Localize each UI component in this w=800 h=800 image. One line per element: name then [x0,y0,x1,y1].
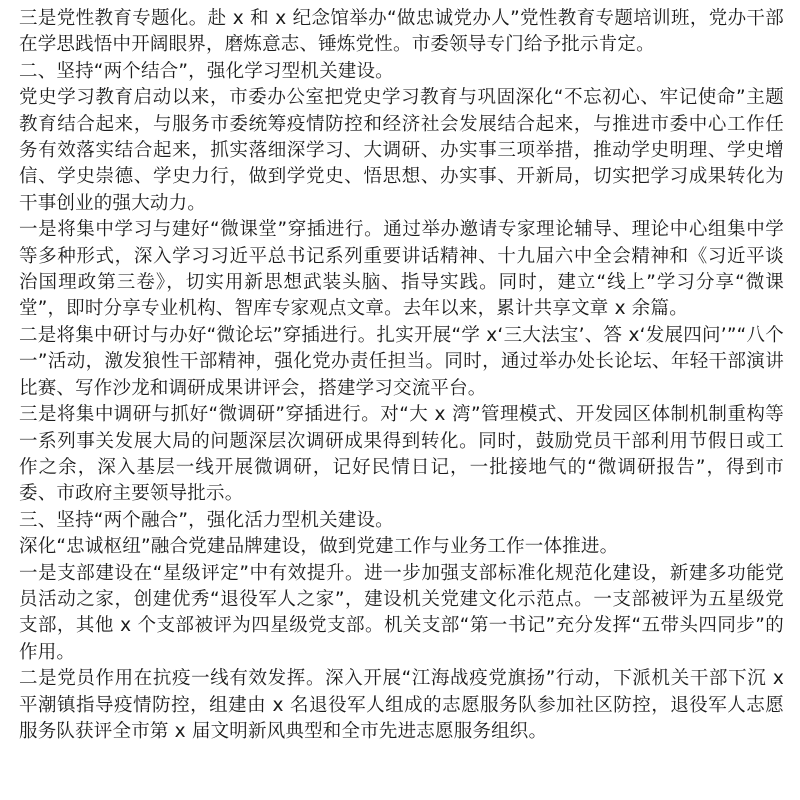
paragraph-star-rating: 一是支部建设在“星级评定”中有效提升。进一步加强支部标准化规范化建设，新建多功能党员活动之家，创建优秀“退役军人之家”，建设机关党建文化示范点。一支部被评为五星级党支部，其他 x 个支部被评为四星级党支部。机关支部“第一书记”充分发挥“五带头四同步”的作用。 [19,562,784,663]
paragraph-epidemic-frontline: 二是党员作用在抗疫一线有效发挥。深入开展“江海战疫党旗扬”行动，下派机关干部下沉 x 平潮镇指导疫情防控，组建由 x 名退役军人组成的志愿服务队参加社区防控，退役军人志愿服务队获评全市第 x 届文明新风典型和全市先进志愿服务组织。 [19,668,784,742]
section-heading-two: 二、坚持“两个结合”，强化学习型机关建设。 [19,60,394,82]
paragraph-micro-classroom: 一是将集中学习与建好“微课堂”穿插进行。通过举办邀请专家理论辅导、理论中心组集中学等多种形式，深入学习习近平总书记系列重要讲话精神、十九届六中全会精神和《习近平谈治国理政第三卷》，切实用新思想武装头脑、指导实践。同时，建立“线上”学习分享“微课堂”，即时分享专业机构、智库专家观点文章。去年以来，累计共享文章 x 余篇。 [19,219,784,320]
section-heading-three: 三、坚持“两个融合”，强化活力型机关建设。 [19,509,394,531]
paragraph-micro-research: 三是将集中调研与抓好“微调研”穿插进行。对“大 x 湾”管理模式、开发园区体制机制重构等一系列事关发展大局的问题深层次调研成果得到转化。同时，鼓励党员干部利用节假日或工作之余，深入基层一线开展微调研，记好民情日记，一批接地气的“微调研报告”，得到市委、市政府主要领导批示。 [19,404,784,505]
paragraph-party-history-study: 党史学习教育启动以来，市委办公室把党史学习教育与巩固深化“不忘初心、牢记使命”主题教育结合起来，与服务市委统筹疫情防控和经济社会发展结合起来，与推进市委中心工作任务有效落实结合起来，抓实落细深学习、大调研、办实事三项举措，推动学史明理、学史增信、学史崇德、学史力行，做到学党史、悟思想、办实事、开新局，切实把学习成果转化为干事创业的强大动力。 [19,87,784,214]
paragraph-loyalty-hub: 深化“忠诚枢纽”融合党建品牌建设，做到党建工作与业务工作一体推进。 [19,536,619,558]
paragraph-party-education: 三是党性教育专题化。赴 x 和 x 纪念馆举办“做忠诚党办人”党性教育专题培训班，党办干部在学思践悟中开阔眼界，磨炼意志、锤炼党性。市委领导专门给予批示肯定。 [19,8,784,56]
paragraph-micro-forum: 二是将集中研讨与办好“微论坛”穿插进行。扎实开展“学 x‘三大法宝’、答 x‘发展四问’”“八个一”活动，激发狼性干部精神，强化党办责任担当。同时，通过举办处长论坛、年轻干部演讲比赛、写作沙龙和调研成果讲评会，搭建学习交流平台。 [19,324,784,399]
